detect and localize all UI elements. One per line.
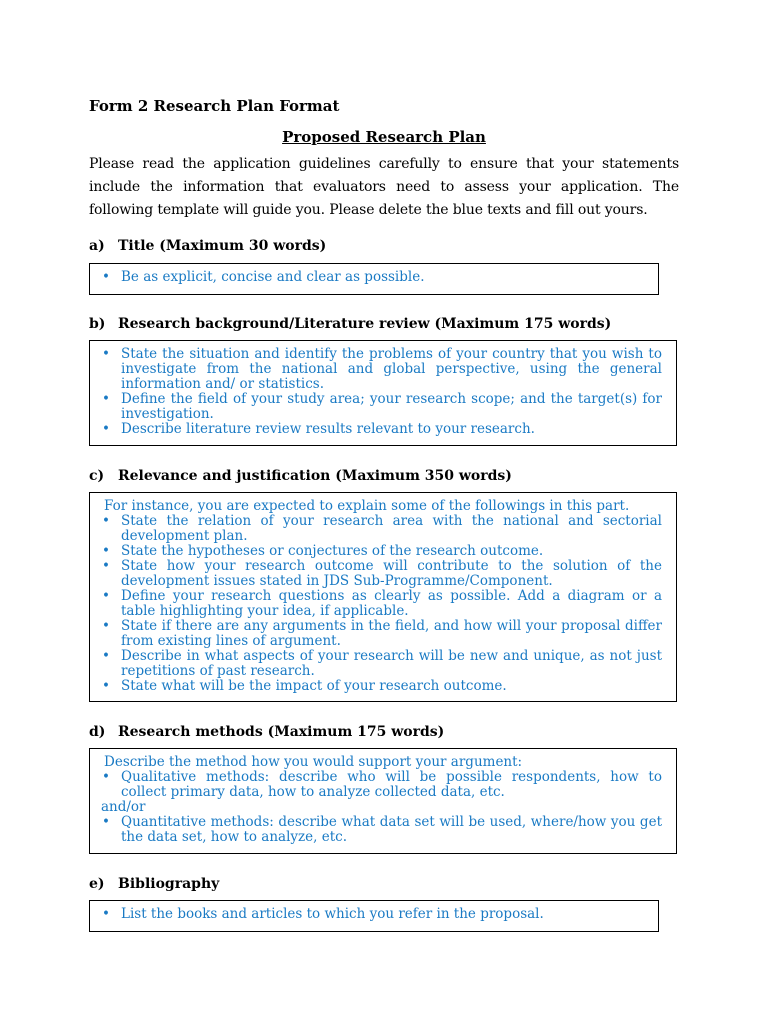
- guidance-box-title: [89, 263, 659, 295]
- bullet-text: State the hypotheses or conjectures of the research outcome.: [121, 543, 544, 559]
- bullet-icon: •: [102, 269, 110, 285]
- section-heading-relevance: [89, 467, 512, 485]
- document-page: [89, 97, 679, 922]
- guidance-box-relevance: [89, 492, 677, 702]
- bullet-icon: •: [102, 543, 110, 559]
- section-heading-background: [89, 315, 611, 333]
- list-item: [102, 679, 662, 694]
- list-item: [102, 392, 662, 422]
- bullet-text: State the situation and identify the problems of your country that you wish to investigate from the national and global perspective, using the general information and/ or statistics.: [121, 346, 662, 392]
- bullet-icon: •: [102, 558, 110, 574]
- list-item: [102, 619, 662, 649]
- connector-text: and/or: [101, 799, 146, 815]
- box-lead-text: For instance, you are expected to explain some of the followings in this part.: [104, 498, 630, 514]
- bullet-icon: •: [102, 513, 110, 529]
- bullet-text: Qualitative methods: describe who will be possible respondents, how to collect primary data, how to analyze collected data, etc.: [121, 769, 662, 800]
- section-letter: a): [89, 238, 105, 254]
- list-item: [102, 514, 662, 544]
- list-item: [102, 544, 662, 559]
- section-letter: d): [89, 724, 106, 740]
- list-item: [102, 649, 662, 679]
- section-heading-text: Title (Maximum 30 words): [118, 238, 327, 254]
- bullet-text: Define the field of your study area; your research scope; and the target(s) for investigation.: [121, 391, 662, 422]
- bullet-icon: •: [102, 588, 110, 604]
- section-heading-text: Research methods (Maximum 175 words): [118, 724, 445, 740]
- list-item: [102, 347, 662, 392]
- bullet-text: Describe literature review results relevant to your research.: [121, 421, 535, 437]
- bullet-icon: •: [102, 678, 110, 694]
- bullet-icon: •: [102, 421, 110, 437]
- list-item: [102, 270, 644, 285]
- section-letter: e): [89, 876, 105, 892]
- form-title: Form 2 Research Plan Format: [89, 97, 340, 115]
- section-heading-text: Relevance and justification (Maximum 350 words): [118, 468, 512, 484]
- guidance-box-background: [89, 340, 677, 446]
- guidance-box-methods: [89, 748, 677, 854]
- list-item: [102, 770, 662, 800]
- bullet-icon: •: [102, 391, 110, 407]
- bullet-text: Define your research questions as clearly as possible. Add a diagram or a table highlighting your idea, if applicable.: [121, 588, 662, 619]
- bullet-text: Quantitative methods: describe what data set will be used, where/how you get the data set, how to analyze, etc.: [121, 814, 662, 845]
- section-heading-methods: [89, 723, 444, 741]
- bullet-text: State if there are any arguments in the field, and how will your proposal differ from existing lines of argument.: [121, 618, 662, 649]
- bullet-icon: •: [102, 346, 110, 362]
- section-letter: c): [89, 468, 105, 484]
- bullet-icon: •: [102, 769, 110, 785]
- plan-title: Proposed Research Plan: [282, 128, 486, 146]
- bullet-icon: •: [102, 618, 110, 634]
- section-heading-text: Research background/Literature review (Maximum 175 words): [118, 316, 612, 332]
- list-item: [102, 422, 662, 437]
- guidance-box-bibliography: [89, 900, 659, 932]
- section-heading-title: [89, 237, 326, 255]
- bullet-icon: •: [102, 906, 110, 922]
- list-item: [102, 559, 662, 589]
- section-heading-text: Bibliography: [118, 876, 220, 892]
- bullet-text: List the books and articles to which you refer in the proposal.: [121, 906, 544, 922]
- box-lead-text: Describe the method how you would support your argument:: [104, 754, 523, 770]
- intro-paragraph: Please read the application guidelines carefully to ensure that your statements include the information that evaluators need to assess your application. The following template will guide you. Please delete the blue texts and fill out yours.: [89, 156, 679, 218]
- bullet-text: State what will be the impact of your research outcome.: [121, 678, 507, 694]
- bullet-text: State the relation of your research area with the national and sectorial development plan.: [121, 513, 662, 544]
- list-item: [102, 589, 662, 619]
- bullet-text: Describe in what aspects of your research will be new and unique, as not just repetitions of past research.: [121, 648, 662, 679]
- bullet-text: State how your research outcome will contribute to the solution of the development issues stated in JDS Sub-Programme/Component.: [121, 558, 662, 589]
- bullet-text: Be as explicit, concise and clear as possible.: [121, 269, 425, 285]
- bullet-icon: •: [102, 814, 110, 830]
- list-item: [102, 815, 662, 845]
- section-letter: b): [89, 316, 106, 332]
- bullet-icon: •: [102, 648, 110, 664]
- list-item: [102, 907, 644, 922]
- section-heading-bibliography: [89, 875, 219, 893]
